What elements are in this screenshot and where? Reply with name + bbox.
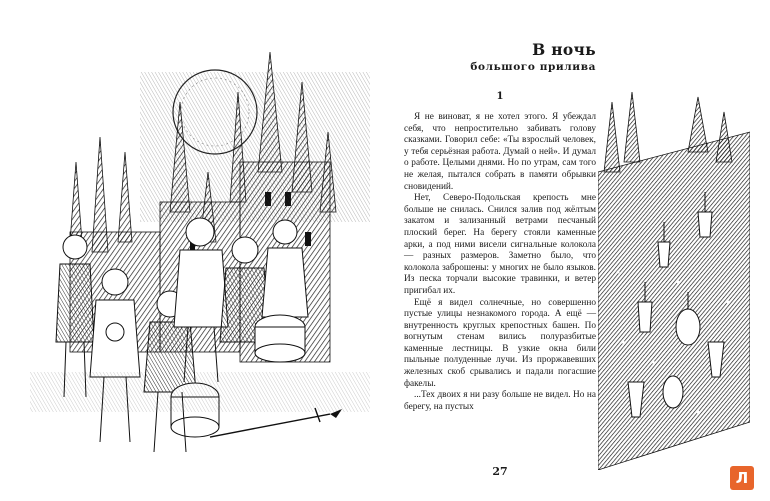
chapter-title: В ночь — [532, 40, 596, 59]
castle-lanterns-illustration-icon — [598, 92, 750, 470]
body-text — [404, 112, 596, 413]
text-page — [404, 0, 596, 501]
boys-with-drums-castle-moon-illustration-icon — [30, 42, 370, 460]
paragraph: Я не виноват, я не хотел этого. Я убеждал себя, что непростительно забивать голову сказками. Говорил себе: «Ты взрослый человек, у тебя серьёзная работа. Думай о ней». И думал о работе. Целыми днями. Но по утрам, сам того не желая, пытался собрать в памяти обрывки сновидений. — [404, 112, 596, 192]
paragraph: ...Тех двоих я ни разу больше не видел. Но на берегу, на пустых — [404, 390, 596, 412]
page-number: 27 — [492, 465, 508, 478]
paragraph: Ещё я видел солнечные, но совершенно пустые улицы незнакомого города. А ещё — внутренность круглых крепостных башен. По вогнутым стенам вились полуразбитые каменные лестницы. В узкие окна били пыльные полуденные лучи. Из проржавевших железных скоб срывались и падали погасшие факелы. — [404, 297, 596, 389]
chapter-subtitle: большого прилива — [470, 61, 596, 73]
watermark-logo-icon: Л — [730, 466, 754, 490]
chapter-number: 1 — [496, 91, 504, 102]
paragraph: Нет, Северо-Подольская крепость мне больше не снилась. Снился залив под жёлтым закатом и зализанный ветрами песчаный плоский берег. На берегу стояли каменные арки, а под ними висели сигнальные колокола — разных размеров. Заметно было, что колокола заброшены: у многих не было языков. Из песка торчали высокие травинки, и ветер пригибал их. — [404, 193, 596, 296]
